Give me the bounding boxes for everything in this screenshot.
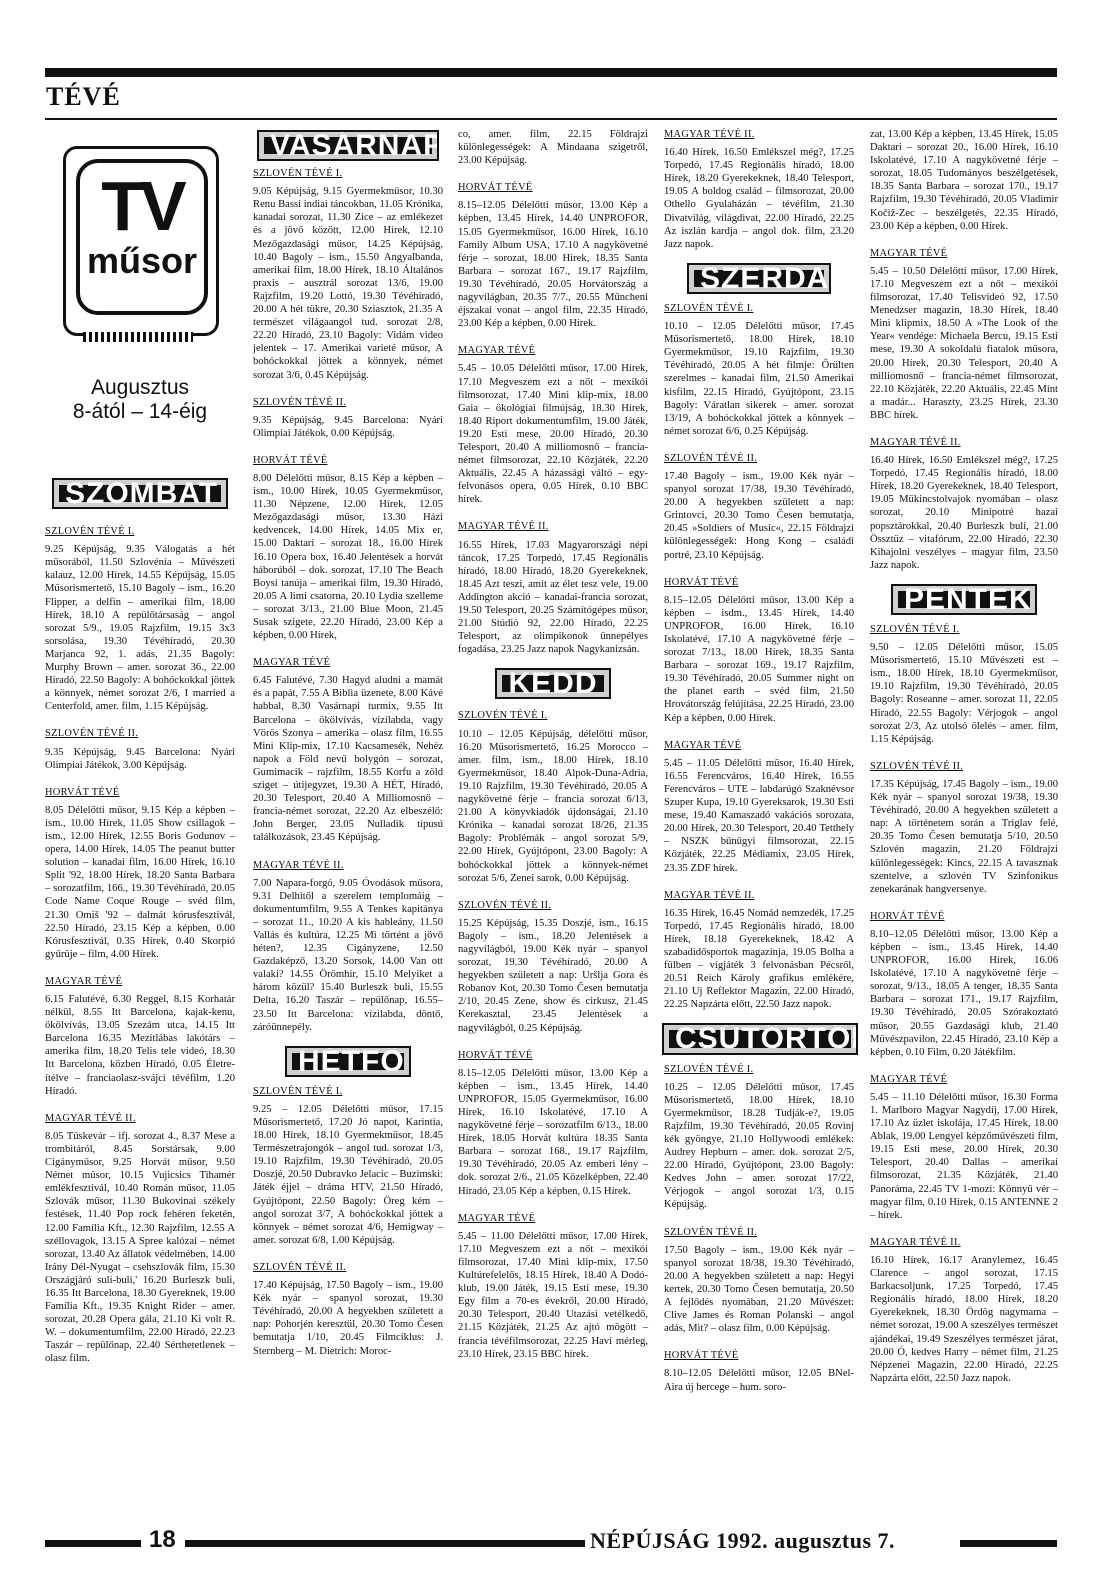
channel-heading: SZLOVÉN TÉVÉ I.: [253, 168, 343, 180]
tv-logo: [61, 138, 219, 350]
program-block: [458, 520, 648, 656]
footer-rule-right: [960, 1540, 1057, 1547]
page-number: 18: [149, 1526, 176, 1553]
program-block: [45, 975, 235, 1098]
program-block: [870, 436, 1058, 572]
program-listing: 9.50 – 12.05 Délelőtti műsor, 15.05 Műsorismertető, 15.10 Művészeti est – ism., 18.00 Hírek, 18.10 Gyermekműsor, 19.10 Rajzfilm, 19.30 Tévéhíradó, 20.05 Bagoly: Roseanne – amer. sorozat 11, 22.05 Híradó, 22.55 Bagoly: Vérjogok – angol sorozat 2/3, Az utolsó ölelés – amer. film, 1.15 Képújság.: [870, 642, 1058, 745]
program-block: [664, 1063, 854, 1212]
program-block: [458, 1049, 648, 1198]
channel-heading: HORVÁT TÉVÉ: [253, 454, 328, 466]
footer-rule-middle: [185, 1540, 585, 1547]
program-list-4a: [664, 128, 854, 251]
channel-heading: SZLOVÉN TÉVÉ II.: [664, 452, 758, 464]
program-listing: 5.45 – 10.05 Délelőtti műsor, 17.00 Hírek, 17.10 Megveszem ezt a nőt – mexikói filmsorozat, 17.40 Mini klip-mix, 18.00 Gaia – ökológiai filmújság, 18.30 Hírek, 18.40 Riport dokumentumfilm, 19.00 Játék, 19.20 Esti mese, 20.00 Híradó, 20.30 Telesport, 20.40 A milliomosnő – francia-német filmsorozat, 22.10 Közjáték, 22.20 Aktuális, 22.45 A házassági váltó – egy-felvonásos opera, 0.05 Hírek, 0.10 BBC hírek.: [458, 363, 648, 506]
program-listing: 8.15–12.05 Délelőtti műsor, 13.00 Kép a képben – isdm., 13.45 Hírek, 14.40 UNPROFOR, 16.00 Hírek, 16.10 Iskolatévé, 17.10 A nagykövetné férje – sorozat 7/13., 18.00 Hírek, 18.35 Santa Barbara – sorozat 169., 19.17 Rajzfilm, 19.30 Tévéhíradó, 20.05 Summer night on the planet earth – svéd film, 21.50 Hrovátország felújítása, 22.25 Híradó, 23.00 Kép a képben, 0.00 Hírek.: [664, 594, 854, 724]
program-block: [253, 1261, 443, 1358]
day-banner-szerda: SZERDA: [689, 265, 829, 292]
program-listing: zat, 13.00 Kép a képben, 13.45 Hírek, 15.05 Daktari – sorozat 20., 16.00 Hírek, 16.10 Iskolatévé, 17.10 A nagykövetné férje – sorozat, 18.05 Tudományos beszélgetések, 18.35 Santa Barbara – sorozat 170., 19.17 Rajzfilm, 19.30 Tévéhíradó, 20.05 Vladimir Kočiž-Zec – beszélgetés, 22.35 Híradó, 23.00 Kép a képben, 0.00 Hírek.: [870, 129, 1058, 232]
program-listing: 9.05 Képújság, 9.15 Gyermekműsor, 10.30 Renu Bassi indiai táncokban, 11.05 Krónika, kanadai sorozat, 11.30 Zice – az emlékezet és a jövő között, 12.00 Hírek, 12.10 Mezőgazdasági műsor, 14.25 Képújság, 10.40 Bagoly – ism., 15.50 Angyalbanda, amerikai film, 18.00 Hírek, 18.10 Általános praxis – ausztrál sorozat 13/6, 19.00 Rajzfilm, 19.20 Lottó, 19.30 Tévéhíradó, 20.00 A hét tükre, 20.30 Sziasztok, 21.35 A természet világaangol tud. sorozat 2/8, 22.20 Híradó, 23.10 Bagoly: Vidám video jelentek – 17. Amerikai varieté műsor, A bohóckokkal jöttek a könnyek, német sorozat 3/6, 0.45 Képújság.: [253, 186, 443, 381]
paper-name-date: NÉPÚJSÁG 1992. augusztus 7.: [590, 1528, 896, 1553]
logo-tv: TV: [101, 167, 183, 245]
column-3: [458, 128, 648, 1528]
tv-screen: [76, 159, 208, 315]
program-listing: 8.00 Délelőtti műsor, 8.15 Kép a képben – ism., 10.00 Hírek, 10.05 Gyermekműsor, 11.30 Népzene, 12.00 Hírek, 12.05 Mezőgazdasági műsor, 13.30 Házi kedvencek, 14.00 Hírek, 14.05 Mix er, 15.00 Daktari – sorozat 18., 16.00 Hírek 16.10 Opera box, 16.40 Jelentések a horvát háborúból – dok. sorozat, 17.10 The Beach Boysi tanúja – amerikai film, 19.30 Híradó, 20.05 A limi csatorna, 20.10 Lydia szelleme – sorozat 3/13., 21.00 Blue Moon, 21.45 Susak szigete, 22.20 Híradó, 23.00 Kép a képben, 0.00 Hírek,: [253, 472, 443, 642]
program-block: [253, 859, 443, 1034]
program-block: [664, 452, 854, 562]
program-block: [45, 525, 235, 713]
day-banner-csutortok: CSÜTÖRTÖK: [664, 1025, 856, 1052]
program-listing: 8.10–12.05 Délelőtti műsor, 13.00 Kép a képben – ism., 13.45 Hírek, 14.40 UNPROFOR, 16.00 Hírek, 16.06 Iskolatévé, 17.10 A nagykövetné férje – sorozat, 9/13., 18.05 A tenger, 18.35 Santa Barbara – sorozat 171., 19.17 Rajzfilm, 19.30 Tévéhíradó, 20.05 Szórakoztató műsor, 20.55 Gazdasági klub, 21.40 Művészpavilon, 22.45 Híradó, 23.10 Kép a képben, 0.10 Film, 0.20 Játékfilm.: [870, 928, 1058, 1058]
footer-rule-left: [45, 1540, 141, 1547]
program-listing: 15.25 Képújság, 15.35 Doszjé, ism., 16.15 Bagoly – ism., 18.20 Jelentések a nagyvilágból, 19.00 Kék nyár – spanyol sorozat, 19.30 Tévéhíradó, 20.00 A hegyekben született a nap: Uršlja Gora és Robanov Kot, 20.30 Tomo Česen bemutatja 2/10, 20.45 Zene, show és cirkusz, 21.45 Kerekasztal, 23.45 Jelentések a nagyvilágból, 0.25 Képújság.: [458, 917, 648, 1034]
program-listing: 16.40 Hírek, 16.50 Emlékszel még?, 17.25 Torpedó, 17.45 Regionális híradó, 18.00 Hírek, 18.20 Gyerekeknek, 18.40 Telesport, 19.05 A boldog család – filmsorozat, 20.00 Othello Gyulaházán – tévéfilm, 21.30 Divatvilág, világdivat, 22.00 Híradó, 22.25 Az iszlán kardja – angol dok. film, 23.20 Jazz napok.: [664, 147, 854, 250]
column-5: [870, 128, 1058, 1528]
program-listing: 10.10 – 12.05 Délelőtti műsor, 17.45 Műsorismertető, 18.00 Hírek, 18.10 Gyermekműsor, 19.10 Rajzfilm, 19.30 Tévéhíradó, 20.05 A hét filmje: Őrülten szerelmes – kanadai film, 21.50 Amerikai kisfilm, 22.15 Híradó, Gyújtópont, 23.15 Bagoly: Váratlan sikerek – amer. sorozat 13/19, A bohóckokkal jöttek a könnyek – német sorozat 6/6, 0.25 Képújság.: [664, 321, 854, 437]
program-listing: 8.10–12.05 Délelőtti műsor, 12.05 BNel-Aira új hercege – hum. soro-: [664, 1368, 854, 1393]
program-block: [253, 454, 443, 642]
program-listing: 5.45 – 11.00 Délelőtti műsor, 17.00 Hírek, 17.10 Megveszem ezt a nőt – mexikói filmsorozat, 17.40 Mini klip-mix, 17.50 Kultúrefelelős, 18.15 Hírek, 18.40 A Dodó-klub, 19.00 Játék, 19.15 Esti mese, 19.30 Egy film a 70-es évekről, 20.00 Híradó, 20.30 Telesport, 20.40 Utazási vetélkedő, 21.15 Közjáték, 21.25 Az ajtó mögött – francia tévéfilmsorozat, 22.25 Havi mérleg, 23.10 Hírek, 23.15 BBC hírek.: [458, 1230, 648, 1360]
program-list-3a: [458, 128, 648, 656]
program-block: [458, 709, 648, 884]
program-list-3b: [458, 709, 648, 1360]
program-block: [870, 247, 1058, 422]
program-block: [870, 1236, 1058, 1385]
channel-heading: MAGYAR TÉVÉ II.: [664, 129, 755, 140]
program-listing: 9.25 Képújság, 9.35 Válogatás a hét műsorából, 11.50 Szlovénia – Művészeti kalauz, 12.00 Hírek, 14.55 Képújság, 15.05 Műsorismertető, 15.10 Bagoly – ism., 16.20 Flipper, a delfin – amerikai film, 18.00 Hírek, 18.10 A repülőtársaság – angol sorozat 5/9., 19.05 Rajzfilm, 19.15 3x3 sorsolása, 19.30 Tévéhíradó, 20.30 Marjanca 92, 1. adás, 21.35 Bagoly: Murphy Brown – amer. sorozat 36., 22.00 Híradó, 22.50 Bagoly: A bohóckokkal jöttek a könnyek, német sorozat 2/6, I married a Centerfold, amer. film, 1.15 Képújság.: [45, 544, 235, 713]
program-block: [664, 576, 854, 725]
program-listing: 10.10 – 12.05 Képújság, délelőtti műsor, 16.20 Műsorismertető, 16.25 Morocco – amer. film, ism., 18.00 Hírek, 18.10 Gyermekműsor, 18.40 Alpok-Duna-Adria, 19.10 Rajzfilm, 19.30 Tévéhíradó, 20.05 A nagykövetné férje – francia sorozat 6/13, 21.00 A könyvkiadók újdonságai, 21.10 Krónika – kanadai sorozat 18/26, 21.35 Bagoly: Problémák – angol sorozat 5/9, 22.00 Hírek, Gyújtópont, 23.00 Bagoly: A bohóckokkal jöttek a könnyek-német sorozat 5/6, Zenei sarok, 0.00 Képújság.: [458, 728, 648, 884]
program-block: [458, 1212, 648, 1361]
date-line-2: 8-ától – 14-éig: [72, 400, 208, 423]
program-listing: 8.15–12.05 Délelőtti műsor, 13.00 Kép a képben – ism., 13.45 Hírek, 14.40 UNPROFOR, 15.05 Gyermekműsor, 16.00 Hírek, 16.10 Iskolatévé, 17.10 A nagykövetné férje – sorozatfilm 6/13., 18.00 Hírek, 18.05 Horvát kultúra 18.35 Santa Barbara – sorozat 168., 19.17 Rajzfilm, 19.30 Tévéhíradó, 20.05 Az emberi lény – dok. sorozat 2/6., 21.05 Közelképben, 22.40 Híradó, 23.05 Kép a képben, 0.15 Hírek.: [458, 1067, 648, 1197]
program-block: [664, 739, 854, 875]
channel-heading: SZLOVÉN TÉVÉ I.: [664, 302, 754, 314]
channel-heading: MAGYAR TÉVÉ: [458, 345, 536, 357]
program-listing: 17.50 Bagoly – ism., 19.00 Kék nyár – spanyol sorozat 18/38, 19.30 Tévéhíradó, 20.00 A hegyekben született a nap: Hegyi kertek, 20.30 Tomo Česen bemutatja, 20.50 A fejlődés nyomában, 21.20 Művészet: Clive James és Roman Polanski – angol adás, Mit? – olasz film, 0.00 Képújság.: [664, 1244, 854, 1335]
channel-heading: MAGYAR TÉVÉ: [458, 1212, 536, 1224]
program-listing: 17.40 Képújság, 17.50 Bagoly – ism., 19.00 Kék nyár – spanyol sorozat, 19.30 Tévéhíradó, 20.00 A hegyekben született a nap: Pohorjén keresztül, 20.30 Tomo Česen bemutatja 1/10, 20.45 Filmciklus: J. Sternberg – M. Dietrich: Moroc-: [253, 1280, 443, 1357]
channel-heading: HORVÁT TÉVÉ: [458, 1049, 533, 1061]
channel-heading: SZLOVÉN TÉVÉ II.: [253, 396, 347, 408]
program-listing: 16.10 Hírek, 16.17 Aranylemez, 16.45 Clarence – angol sorozat, 17.15 Barkacsoljunk, 17.25 Torpedó, 17.45 Regionális híradó, 18.00 Hírek, 18.20 Gyerekeknek, 18.30 Ördög nagymama – német sorozat, 19.00 A szeszélyes természet ajándékai, 19.49 Szeszélyes természet járat, 20.00 Ó, kedves Harry – német film, 21.25 Népzenei Magazin, 22.00 Híradó, 22.25 Napzárta előtt, 22.50 Jazz napok.: [870, 1254, 1058, 1384]
program-block: [45, 786, 235, 961]
program-listing: 5.45 – 11.05 Délelőtti műsor, 16.40 Hírek, 16.55 Ferencváros, 16.40 Hírek, 16.55 Ferencváros – UTE – labdarúgó Szaknévsor Szuper Kupa, 19.10 Gyereksarok, 19.30 Esti mese, 19.40 Kamaszadó vakációs sorozata, 20.00 Hírek, 20.30 Telesport, 20.40 Tetthely – NSZK bűnügyi filmsorozat, 22.15 Közjáték, 22.25 Médiamix, 23.05 Hírek, 23.35 ZDF hírek.: [664, 757, 854, 874]
program-listing: 17.40 Bagoly – ism., 19.00 Kék nyár – spanyol sorozat 17/38, 19.30 Tévéhíradó, 20.00 A hegyekben született a nap: Grintovci, 20.30 Tomo Česen bemutatja, 20.45 »Soldiers of Music«, 22.15 Földrajzi különlegességek: Hong Kong – családi portré, 23.10 Képújság.: [664, 470, 854, 561]
program-block: [253, 656, 443, 844]
program-listing: 10.25 – 12.05 Délelőtti műsor, 17.45 Műsorismertető, 18.00 Hírek, 18.10 Gyermekműsor, 18.28 Tudják-e?, 19.05 Rajzfilm, 19.30 Tévéhíradó, 20.05 Rovinj kék gyöngye, 21.10 Hollywoodi emlékek: Audrey Hepburn – amer. dok. sorozat 2/5, 22.00 Híradó, Gyújtópont, 23.00 Bagoly: Kedves John – amer. sorozat 17/22, Vérjogok – angol sorozat 1/3, 0.15 Képújság.: [664, 1081, 854, 1211]
program-block: [45, 727, 235, 771]
channel-heading: SZLOVÉN TÉVÉ II.: [45, 728, 139, 740]
program-listing: 8.05 Délelőtti műsor, 9.15 Kép a képben – ism., 10.00 Hírek, 11.05 Show csillagok – ism., 12.00 Hírek, 12.55 Boris Godunov – opera, 14.00 Hírek, 14.05 The peanut butter solution – kanadai film, 16.00 Hírek, 16.10 Split '92, 18.00 Hírek, 18.20 Santa Barbara – sorozatfilm, 166., 19.30 Tévéhíradó, 20.05 Code Name Coque Rouge – svéd film, 21.30 Omiš '92 – dalmát kórusfesztivál, 22.50 Híradó, 23.15 Kép a képben, 0.00 Kórusfesztivál, 0.35 Hírek, 0.40 Skorpió gyűrűje – film, 4.00 Hírek.: [45, 804, 235, 960]
channel-heading: HORVÁT TÉVÉ: [664, 1350, 739, 1362]
program-block: [45, 1112, 235, 1366]
program-list-4c: [664, 1063, 854, 1394]
program-block: [664, 889, 854, 1012]
program-block: [870, 623, 1058, 746]
channel-heading: HORVÁT TÉVÉ: [870, 910, 945, 922]
channel-heading: MAGYAR TÉVÉ II.: [253, 859, 344, 871]
channel-heading: MAGYAR TÉVÉ: [253, 657, 331, 669]
program-block: [458, 899, 648, 1035]
channel-heading: SZLOVÉN TÉVÉ I.: [253, 1085, 343, 1097]
channel-heading: MAGYAR TÉVÉ: [664, 739, 742, 751]
channel-heading: MAGYAR TÉVÉ II.: [870, 1236, 961, 1248]
channel-heading: SZLOVÉN TÉVÉ I.: [45, 526, 135, 538]
column-2: [253, 128, 443, 1528]
program-block: [253, 396, 443, 440]
program-list-2b: [253, 1085, 443, 1358]
program-listing: 17.35 Képújság, 17.45 Bagoly – ism., 19.00 Kék nyár – spanyol sorozat 19/38, 19.30 Tévéhíradó, 20.00 A hegyekben született a nap: A történetem során a Triglav felé, 20.35 Tomo Česen bemutatja 5/10, 20.50 Szlovén magazin, 21.20 Földrajzi különlegességek: Kincs, 22.15 A tavasznak szentelve, a szlovén TV Szinfonikus zenekarának hangversenye.: [870, 778, 1058, 895]
day-banner-hetfo: HÉTFŐ: [287, 1048, 409, 1075]
program-listing: 16.55 Hírek, 17.03 Magyarországi népi táncok, 17.25 Torpedó, 17.45 Regionális híradó, 18.00 Híradó, 18.20 Gyerekeknek, 18.45 Azt teszi, amit az élet tesz vele, 19.00 Addington akció – kanadai-francia sorozat, 19.50 Telesport, 20.25 Számítógépes műsor, 21.00 Stúdió 92, 22.00 Híradó, 22.25 Telesport, az olimpikonok ünnepélyes fogadása, 23.25 Jazz napok Nagykanizsán.: [458, 539, 648, 656]
program-listing: 8.15–12.05 Délelőtti műsor, 13.00 Kép a képben, 13.45 Hírek, 14.40 UNPROFOR, 15.05 Gyermekműsor, 16.00 Hírek, 16.10 Family Album USA, 17.10 A nagykövetné férje – sorozat, 18.00 Hírek, 18.35 Santa Barbara – sorozat 167., 19.17 Rajzfilm, 19.30 Tévéhíradó, 20.05 Horvátország a nagyvilágban, 20.35 7/7., 20.55 Müncheni éjszakai vonat – angol film, 22.35 Híradó, 23.00 Kép a képben, 0.00 Hírek.: [458, 200, 648, 330]
day-banner-vasarnap: VASÁRNAP: [259, 132, 437, 159]
day-banner-szombat: SZOMBAT: [54, 480, 226, 507]
program-list-5a: [870, 128, 1058, 572]
channel-heading: SZLOVÉN TÉVÉ II.: [253, 1261, 347, 1273]
program-block: [664, 1226, 854, 1336]
program-block: [458, 181, 648, 330]
tv-stand: [83, 332, 193, 342]
channel-heading: MAGYAR TÉVÉ: [870, 1073, 948, 1085]
program-listing: 9.35 Képújság, 9.45 Barcelona: Nyári Olimpiai Játékok, 3.00 Képújság.: [45, 746, 235, 771]
channel-heading: HORVÁT TÉVÉ: [458, 182, 533, 194]
program-list-4b: [664, 302, 854, 1012]
program-listing: 16.35 Hírek, 16.45 Nomád nemzedék, 17.25 Torpedó, 17.45 Regionális híradó, 18.00 Hírek, 18.18 Gyerekeknek, 18.42 A szabadidősportok magazinja, 19.05 Bolha a fülben – vígjáték 3 felvonásban Pécsről, 20.51 Reich Károly grafikus emlékére, 21.10 Uj Reflektor Magazin, 22.00 Híradó, 22.25 Napzárta előtt, 22.50 Jazz napok.: [664, 907, 854, 1011]
program-listing: 16.40 Hírek, 16.50 Emlékszel még?, 17.25 Torpedó, 17.45 Regionális híradó, 18.00 Hírek, 18.20 Gyerekeknek, 18.40 Telesport, 19.05 Mükincstolvajok nyomában – olasz sorozat, 20.10 Minipotré hazai popsztárokkal, 20.40 Burleszk buli, 21.00 Össztűz – vitafórum, 22.00 Híradó, 22.30 Kihajolni veszélyes – magyar film, 23.50 Jazz napok.: [870, 455, 1058, 571]
footer: [45, 1526, 1057, 1554]
channel-heading: MAGYAR TÉVÉ II.: [664, 889, 755, 901]
program-block: [458, 128, 648, 167]
channel-heading: HORVÁT TÉVÉ: [664, 576, 739, 588]
program-listing: 8.05 Tüskevár – ifj. sorozat 4., 8.37 Mese a trombitáról, 8.45 Sorstársak, 9.00 Cigányműsor, 9.25 Horvát műsor, 9.50 Német műsor, 10.15 Vujicsics Tihamér emlékfesztivál, 10.40 Román műsor, 11.05 Szlovák műsor, 11.30 Bukovinai székely festések, 11.40 Pop rock fehéren feketén, 12.00 Família Kft., 12.30 Rajzfilm, 12.55 A széllovagok, 13.15 A Spree kalózai – német sorozat, 13.40 Az állatok védelmében, 14.00 Irány Dél-Nyugat – csehszlovák film, 15.30 Országjáró suli-buli,' 16.20 Burleszk buli, 16.35 Itt Barcelona, 18.30 Gyereknek, 19.00 Família Kft., 19.35 Knight Rider – amer. sorozat, 20.28 Opera gála, 21.10 Ki volt R. W. – dokumentumfilm, 22.00 Híradó, 22.23 Taszár – repülőnap, 22.40 Sérthetetlenek – olasz film.: [45, 1130, 235, 1365]
channel-heading: SZLOVÉN TÉVÉ I.: [870, 624, 960, 635]
program-listing: 9.25 – 12.05 Délelőtti műsor, 17.15 Műsorismertető, 17.20 Jó napot, Karintia, 18.00 Hírek, 18.10 Gyermekműsor, 18.45 Természetrajongók – angol tud. sorozat 1/3, 19.10 Rajzfilm, 19.30 Tévéhíradó, 20.05 Doszjé, 20.50 Dubravko Jelacic – Buzimski: Játék éjjel – dráma HTV, 21.50 Híradó, Gyújtópont, 22.50 Bagoly: Öreg kém – angol sorozat 3/7, A bohóckokkal jöttek a könnyek – német sorozat 4/6, Hemigway – amer. sorozat 6/8, 1.00 Képújság.: [253, 1103, 443, 1246]
program-block: [664, 302, 854, 438]
column-4: [664, 128, 874, 1528]
program-block: [253, 167, 443, 382]
program-listing: 9.35 Képújság, 9.45 Barcelona: Nyári Olimpiai Játékok, 0.00 Képújság.: [253, 414, 443, 439]
program-listing: 5.45 – 10.50 Délelőtti műsor, 17.00 Hírek, 17.10 Megveszem ezt a nőt – mexikói filmsorozat, 17.40 Telisvideó 92, 17.50 Menedzser magazin, 18.30 Hírek, 18.40 Mini klipmix, 18.50 A »The Look of the Year« vendége: Michaela Bercu, 19.15 Esti mese, 19.30 A sokoldalú fiatalok műsora, 20.00 Hírek, 20.30 Telesport, 20.40 A milliomosnő – francia-német filmsorozat, 22.10 Közjáték, 22.20 Aktuális, 22.45 Mint a madár... Haraszty, 23.25 Hírek, 23.30 BBC hírek.: [870, 265, 1058, 421]
top-rule: [45, 68, 1057, 77]
program-block: [870, 1073, 1058, 1222]
program-listing: 5.45 – 11.10 Délelőtti műsor, 16.30 Forma 1. Marlboro Magyar Nagydíj, 17.00 Hírek, 17.10 Az üzlet iskolája, 17.45 Hírek, 18.00 Ablak, 19.00 Lengyel képzőművészeti film, 19.15 Esti mese, 20.00 Hírek, 20.30 Telesport, 20.40 Dallas – amerikai filmsorozat, 21.35 Közjáték, 21.40 Panoráma, 22.45 TV 1-mozi: Könnyű vér – magyar film, 0.10 Hírek, 0.15 ANTENNE 2 – hírek.: [870, 1091, 1058, 1221]
program-listing: 7.00 Napara-forgó, 9.05 Óvodások műsora, 9.31 Delhitől a szerelem templomáig – dokumentumfilm, 9.55 A Tenkes kapitánya – sorozat 11., 10.20 A kis hableány, 11.50 Vallás és kultúra, 12.25 Mi történt a jövő héten?, 12.35 Cigányzene, 12.50 Gazdaképző, 13.20 Sorsok, 14.00 Van ott valaki? 14.55 Örömhír, 15.10 Melyiket a három közül? 15.40 Burleszk buli, 15.55 Delta, 16.20 Taszár – repülőnap, 16.55– 23.50 Itt Barcelona: vízilabda, döntő, záróünnepély.: [253, 877, 443, 1033]
date-line-1: Augusztus: [90, 376, 190, 399]
column-1: [45, 128, 235, 1528]
channel-heading: SZLOVÉN TÉVÉ II.: [458, 899, 552, 911]
channel-heading: MAGYAR TÉVÉ II.: [458, 521, 549, 533]
program-list-1: [45, 525, 235, 1365]
channel-heading: SZLOVÉN TÉVÉ I.: [664, 1063, 754, 1075]
program-block: [253, 1085, 443, 1247]
date-range: [45, 376, 235, 424]
channel-heading: MAGYAR TÉVÉ: [870, 247, 948, 259]
program-list-5b: [870, 623, 1058, 1385]
channel-heading: SZLOVÉN TÉVÉ II.: [664, 1226, 758, 1238]
program-block: [870, 760, 1058, 896]
program-list-2a: [253, 167, 443, 1034]
channel-heading: HORVÁT TÉVÉ: [45, 786, 120, 798]
channel-heading: MAGYAR TÉVÉ: [45, 975, 123, 987]
title-rule: [45, 118, 1057, 120]
program-block: [870, 128, 1058, 233]
program-listing: 6.45 Falutévé, 7.30 Hagyd aludni a mamát és a papát, 7.55 A Biblia üzenete, 8.00 Kávé habbal, 8.30 Vasárnapi turmix, 9.55 Itt Barcelona – ökölvívás, vízilabda, vagy Vörös Szonya – amerika – olasz film, 16.55 Mini Klip-mix, 17.10 Kacsamesék, Nehéz napok a Föld nevű bolygón – sorozat, Gumimacik – rajzfilm, 18.55 Korfu a zöld sziget – útijegyzet, 19.30 A HÉT, Híradó, 20.30 Telesport, 20.40 A Milliomosnő – francia-német sorozat, 22.20 Az elbeszélő: John Berger, 23.05 Nulladik típusú találkozások, 23.45 Képújság.: [253, 675, 443, 844]
program-block: [664, 128, 854, 251]
logo-musor: műsor: [86, 240, 198, 281]
section-title: TÉVÉ: [46, 82, 121, 111]
program-block: [870, 910, 1058, 1059]
tv-set-icon: [63, 146, 219, 336]
day-banner-pentek: PÉNTEK: [893, 586, 1035, 613]
program-listing: 6.15 Falutévé, 6.30 Reggel, 8.15 Korhatár nélkül, 8.55 Itt Barcelona, kajak-kenu, ökölvívás, 13.05 Szezám utca, 14.15 Itt Barcelona 16.35 Mezítlábas lakótárs – amerika film, 18.20 Telis tele videó, 18.30 Itt Barcelona, közben Híradó, 0.05 Életre-ítélve – franciaolasz-svájci tévéfilm, 1.20 Híradó.: [45, 994, 235, 1097]
channel-heading: SZLOVÉN TÉVÉ I.: [458, 710, 548, 722]
program-block: [458, 344, 648, 506]
program-block: [664, 1349, 854, 1393]
channel-heading: SZLOVÉN TÉVÉ II.: [870, 760, 964, 772]
channel-heading: MAGYAR TÉVÉ II.: [870, 436, 961, 448]
day-banner-kedd: KEDD: [497, 670, 609, 697]
program-listing: co, amer. film, 22.15 Földrajzi különlegességek: A Mindaana szigetről, 23.00 Képújság.: [458, 129, 648, 167]
channel-heading: MAGYAR TÉVÉ II.: [45, 1112, 136, 1124]
